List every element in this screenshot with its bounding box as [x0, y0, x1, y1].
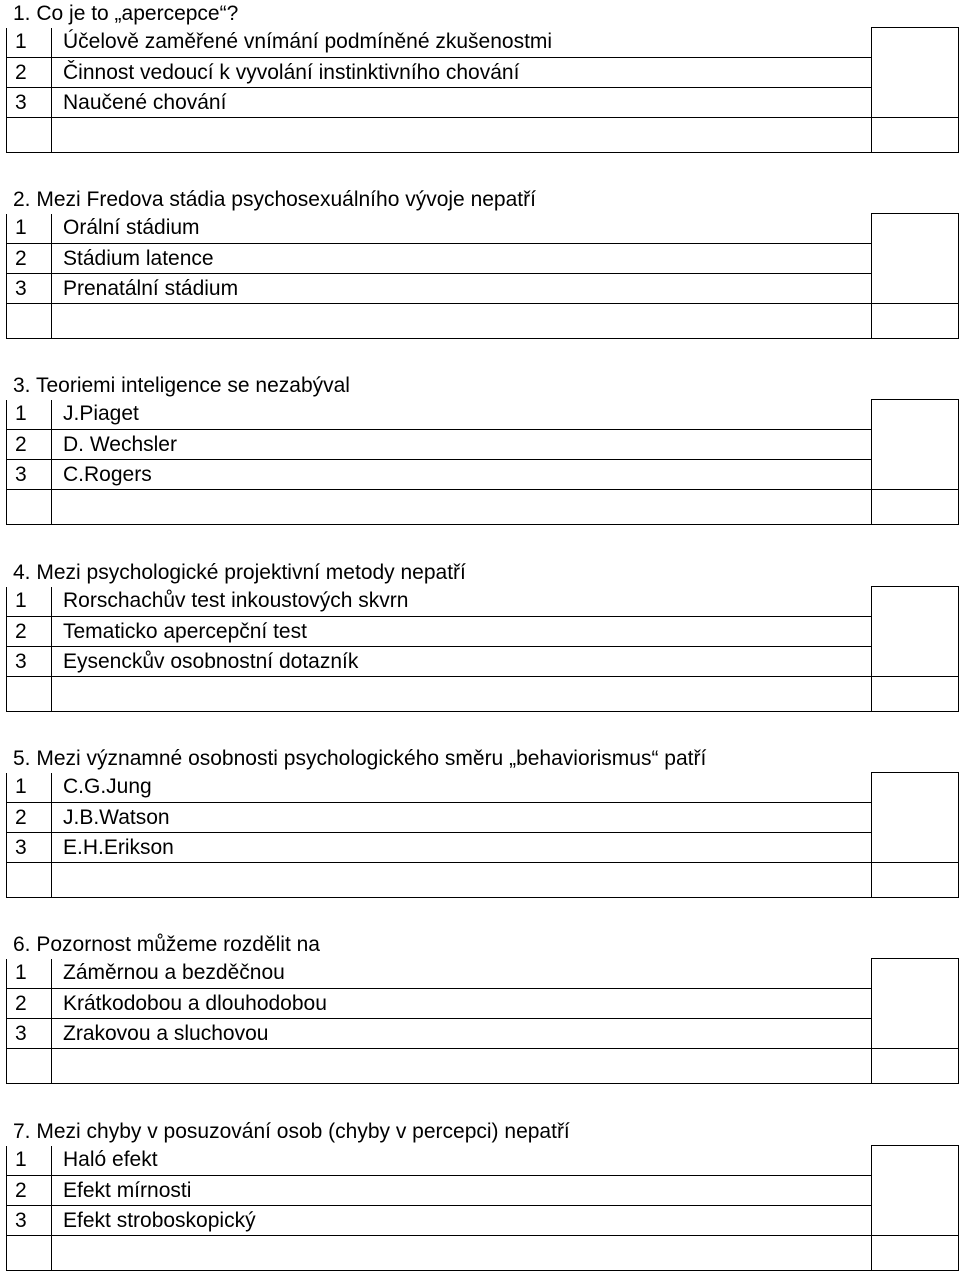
answer-number-cell[interactable]: [7, 118, 52, 153]
option-row: [7, 274, 959, 304]
option-number: 1: [7, 400, 52, 430]
option-number: 1: [7, 1146, 52, 1176]
option-number: 3: [7, 1206, 52, 1236]
option-number: 1: [7, 28, 52, 58]
answer-blank-cell[interactable]: [52, 863, 872, 898]
answer-input-cell[interactable]: [872, 304, 959, 339]
answer-row: [7, 863, 959, 898]
option-row: [7, 773, 959, 803]
option-number: 3: [7, 460, 52, 490]
question-title: 6. Pozornost můžeme rozdělit na: [13, 933, 320, 956]
option-text: J.Piaget: [52, 400, 872, 430]
option-text: Haló efekt: [52, 1146, 872, 1176]
question-title: 1. Co je to „apercepce“?: [13, 2, 239, 25]
answer-cell[interactable]: [872, 214, 959, 304]
answer-blank-cell[interactable]: [52, 490, 872, 525]
answer-cell[interactable]: [872, 959, 959, 1049]
option-text: Záměrnou a bezděčnou: [52, 959, 872, 989]
option-text: J.B.Watson: [52, 803, 872, 833]
answer-cell[interactable]: [872, 1146, 959, 1236]
option-number: 1: [7, 773, 52, 803]
answer-blank-cell[interactable]: [52, 304, 872, 339]
option-row: [7, 460, 959, 490]
option-number: 2: [7, 1176, 52, 1206]
option-number: 2: [7, 58, 52, 88]
options-table: [6, 772, 959, 898]
option-row: [7, 28, 959, 58]
answer-number-cell[interactable]: [7, 490, 52, 525]
answer-input-cell[interactable]: [872, 677, 959, 712]
option-text: Krátkodobou a dlouhodobou: [52, 989, 872, 1019]
answer-cell[interactable]: [872, 400, 959, 490]
answer-number-cell[interactable]: [7, 677, 52, 712]
option-number: 3: [7, 647, 52, 677]
option-row: [7, 833, 959, 863]
option-row: [7, 430, 959, 460]
answer-row: [7, 1049, 959, 1084]
options-table: [6, 1145, 959, 1271]
option-row: [7, 989, 959, 1019]
option-text: Eysenckův osobnostní dotazník: [52, 647, 872, 677]
option-text: Tematicko apercepční test: [52, 617, 872, 647]
option-row: [7, 1176, 959, 1206]
option-number: 2: [7, 430, 52, 460]
option-number: 2: [7, 803, 52, 833]
option-text: Efekt stroboskopický: [52, 1206, 872, 1236]
option-number: 2: [7, 244, 52, 274]
answer-blank-cell[interactable]: [52, 677, 872, 712]
option-text: Naučené chování: [52, 88, 872, 118]
option-row: [7, 617, 959, 647]
answer-blank-cell[interactable]: [52, 1236, 872, 1271]
options-table: [6, 399, 959, 525]
option-text: Prenatální stádium: [52, 274, 872, 304]
option-number: 1: [7, 959, 52, 989]
option-number: 3: [7, 833, 52, 863]
answer-row: [7, 490, 959, 525]
answer-blank-cell[interactable]: [52, 118, 872, 153]
options-table: [6, 958, 959, 1084]
question-title: 5. Mezi významné osobnosti psychologického směru „behaviorismus“ patří: [13, 747, 707, 770]
answer-row: [7, 1236, 959, 1271]
options-table: [6, 586, 959, 712]
option-text: Rorschachův test inkoustových skvrn: [52, 587, 872, 617]
option-row: [7, 1206, 959, 1236]
answer-number-cell[interactable]: [7, 863, 52, 898]
question-title: 4. Mezi psychologické projektivní metody nepatří: [13, 561, 466, 584]
option-text: Stádium latence: [52, 244, 872, 274]
answer-row: [7, 677, 959, 712]
question-title: 2. Mezi Fredova stádia psychosexuálního vývoje nepatří: [13, 188, 536, 211]
answer-number-cell[interactable]: [7, 1049, 52, 1084]
answer-input-cell[interactable]: [872, 1049, 959, 1084]
option-number: 3: [7, 274, 52, 304]
option-number: 1: [7, 214, 52, 244]
answer-cell[interactable]: [872, 587, 959, 677]
option-text: Orální stádium: [52, 214, 872, 244]
answer-row: [7, 118, 959, 153]
option-text: Efekt mírnosti: [52, 1176, 872, 1206]
question-title: 7. Mezi chyby v posuzování osob (chyby v percepci) nepatří: [13, 1120, 570, 1143]
option-text: Účelově zaměřené vnímání podmíněné zkušenostmi: [52, 28, 872, 58]
option-row: [7, 88, 959, 118]
option-row: [7, 214, 959, 244]
option-number: 2: [7, 617, 52, 647]
question-title: 3. Teoriemi inteligence se nezabýval: [13, 374, 350, 397]
options-table: [6, 213, 959, 339]
answer-input-cell[interactable]: [872, 1236, 959, 1271]
answer-input-cell[interactable]: [872, 490, 959, 525]
answer-input-cell[interactable]: [872, 863, 959, 898]
option-row: [7, 244, 959, 274]
option-row: [7, 803, 959, 833]
option-text: E.H.Erikson: [52, 833, 872, 863]
option-number: 1: [7, 587, 52, 617]
answer-blank-cell[interactable]: [52, 1049, 872, 1084]
option-text: D. Wechsler: [52, 430, 872, 460]
answer-cell[interactable]: [872, 773, 959, 863]
answer-number-cell[interactable]: [7, 304, 52, 339]
option-number: 2: [7, 989, 52, 1019]
option-text: Zrakovou a sluchovou: [52, 1019, 872, 1049]
option-text: C.Rogers: [52, 460, 872, 490]
option-row: [7, 400, 959, 430]
option-row: [7, 587, 959, 617]
option-text: Činnost vedoucí k vyvolání instinktivního chování: [52, 58, 872, 88]
option-number: 3: [7, 88, 52, 118]
answer-row: [7, 304, 959, 339]
answer-cell[interactable]: [872, 28, 959, 118]
option-number: 3: [7, 1019, 52, 1049]
answer-input-cell[interactable]: [872, 118, 959, 153]
option-row: [7, 1146, 959, 1176]
option-row: [7, 1019, 959, 1049]
option-text: C.G.Jung: [52, 773, 872, 803]
option-row: [7, 58, 959, 88]
answer-number-cell[interactable]: [7, 1236, 52, 1271]
option-row: [7, 647, 959, 677]
options-table: [6, 27, 959, 153]
option-row: [7, 959, 959, 989]
